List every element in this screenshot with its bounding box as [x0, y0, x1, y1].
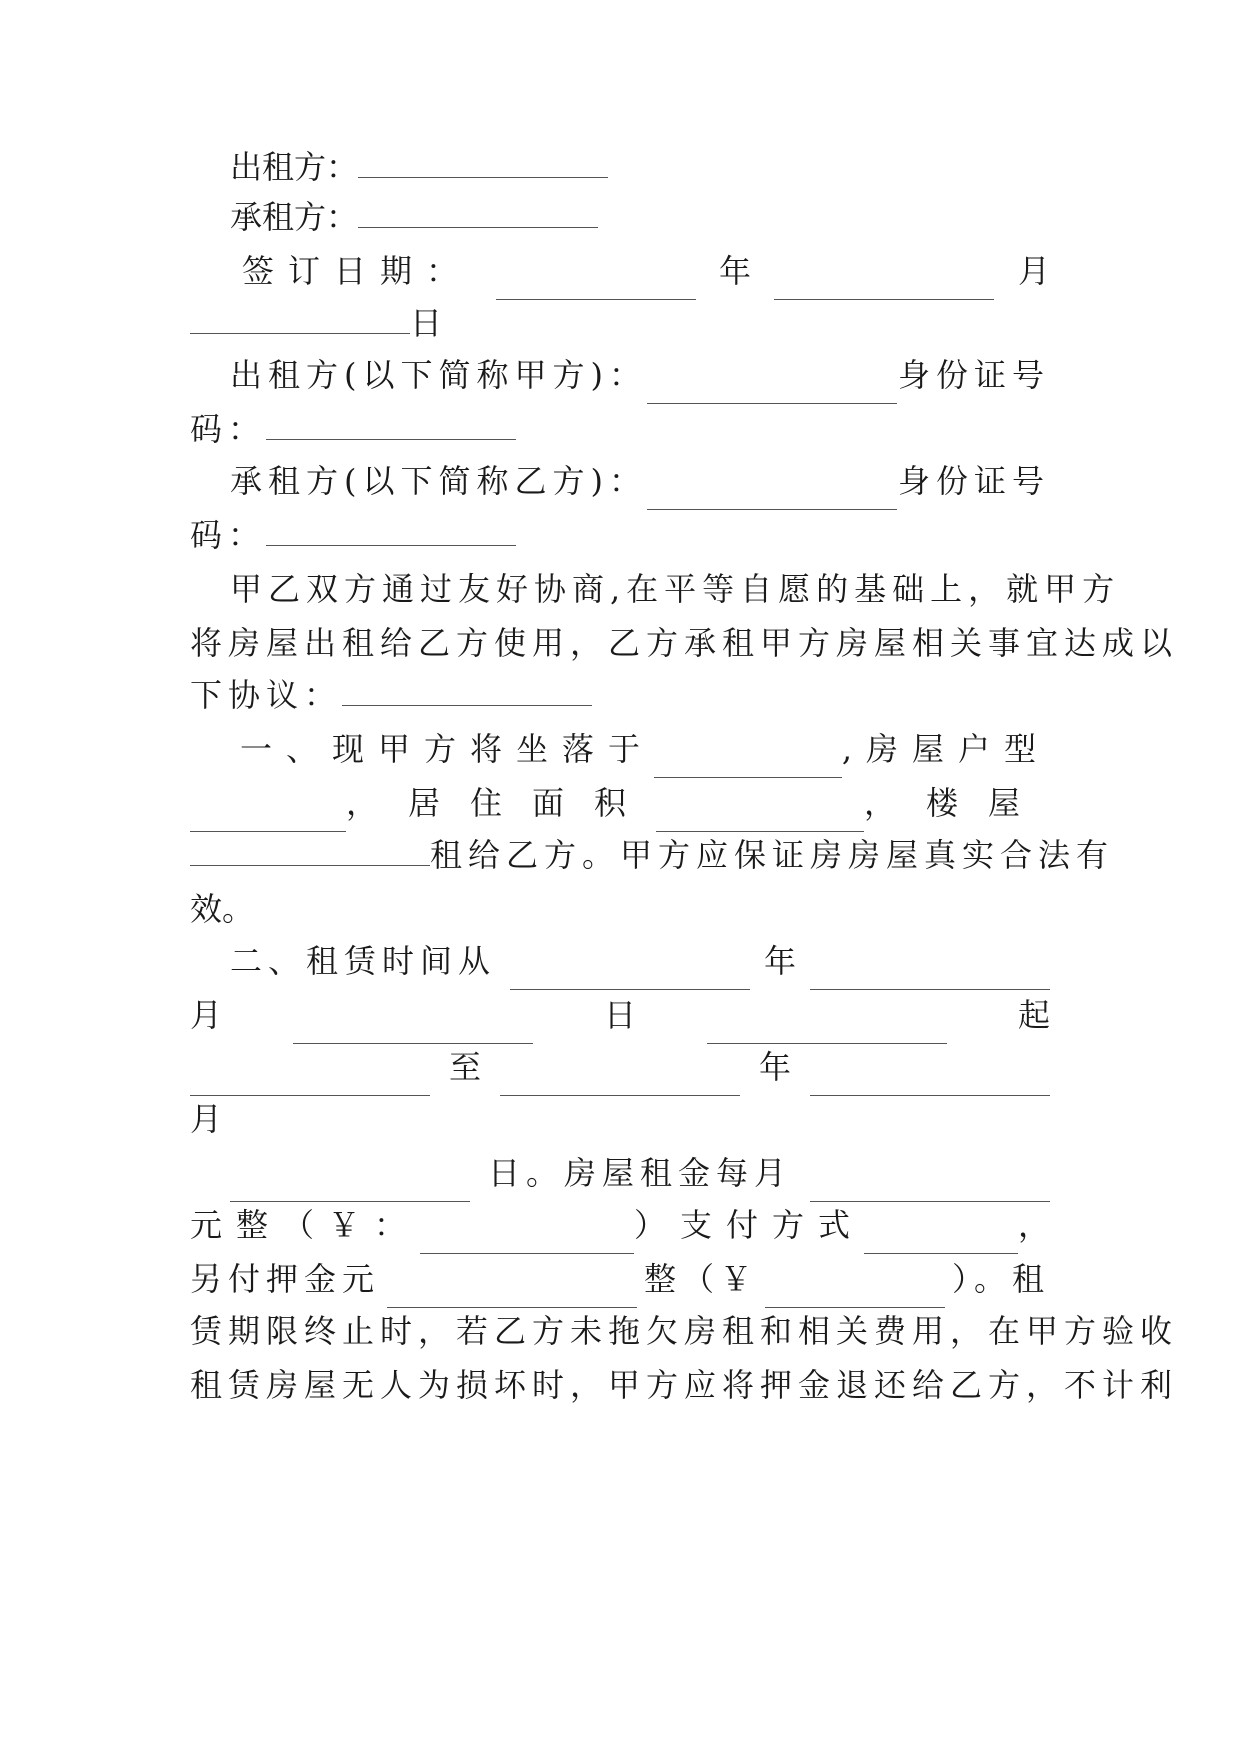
sign-day-line [190, 294, 1050, 352]
clause2-text-1: 二、租赁时间从 [230, 942, 497, 980]
sign-year-label: 年 [718, 252, 751, 290]
clause2-line-6 [190, 1196, 1050, 1254]
clause1-line-1 [240, 720, 1050, 778]
clause1-text-2: ,房屋户型 [841, 730, 1050, 768]
clause1-line-3 [190, 826, 1115, 884]
lessee-blank[interactable] [358, 189, 598, 228]
clause2-day-1: 日 [603, 996, 636, 1034]
party-b-id-label: 身份证号 [897, 462, 1050, 500]
clause2-yuan-text: 元整（￥： [190, 1206, 421, 1244]
clause1-floor-blank[interactable] [190, 827, 430, 866]
clause2-text-a: 赁期限终止时，若乙方未拖欠房租和相关费用，在甲方验收 [190, 1312, 1179, 1350]
clause1-text-3: ，居住面积 [345, 784, 656, 822]
sign-day-blank[interactable] [190, 295, 410, 334]
sign-day-label: 日 [410, 304, 443, 342]
party-b-name-blank[interactable] [647, 471, 897, 510]
party-a-line [230, 346, 1050, 404]
clause2-deposit-text-2: 整（￥ [643, 1260, 758, 1298]
sign-date-line [242, 242, 1050, 300]
clause2-rent-amount-blank[interactable] [420, 1215, 634, 1254]
lessor-label: 出租方： [230, 148, 359, 186]
sign-date-label: 签订日期： [242, 252, 473, 290]
clause2-deposit-text-3: ）。租 [951, 1260, 1050, 1298]
clause2-from: 起 [1017, 996, 1050, 1034]
lessor-blank[interactable] [358, 139, 608, 178]
clause2-payment-blank[interactable] [864, 1215, 1018, 1254]
clause2-payment-text: ）支付方式 [633, 1206, 864, 1244]
intro-line-1 [230, 560, 1121, 618]
intro-blank[interactable] [342, 667, 592, 706]
intro-text-1: 甲乙双方通过友好协商,在平等自愿的基础上，就甲方 [230, 570, 1121, 608]
clause2-to: 至 [448, 1048, 481, 1086]
clause2-line-4 [190, 1090, 1050, 1148]
clause1-location-blank[interactable] [654, 739, 842, 778]
party-a-id-label-2: 码： [190, 410, 267, 448]
party-b-line [230, 452, 1050, 510]
clause1-text-1: 一、现甲方将坐落于 [240, 730, 655, 768]
party-b-id-blank[interactable] [266, 507, 516, 546]
intro-text-3: 下协议： [190, 676, 343, 714]
clause1-line-4 [190, 880, 1050, 938]
party-a-id-line [190, 400, 1050, 458]
clause2-rent-text: 日。房屋租金每月 [487, 1154, 792, 1192]
clause2-line-1 [230, 932, 1050, 990]
clause2-line-7 [190, 1250, 1050, 1308]
clause2-line-9 [190, 1356, 1179, 1414]
clause1-text-4: ，楼屋 [863, 784, 1050, 822]
clause2-deposit-text: 另付押金元 [190, 1260, 381, 1298]
clause2-text-b: 租赁房屋无人为损坏时，甲方应将押金退还给乙方，不计利 [190, 1366, 1179, 1404]
party-b-label: 承租方(以下简称乙方)： [230, 462, 647, 500]
clause1-text-5: 租给乙方。甲方应保证房房屋真实合法有 [430, 836, 1115, 874]
clause2-month-2: 月 [190, 1100, 223, 1138]
party-a-label: 出租方(以下简称甲方)： [230, 356, 647, 394]
clause2-month-1: 月 [190, 996, 223, 1034]
clause2-start-year-blank[interactable] [510, 951, 750, 990]
clause2-line-2 [190, 986, 1050, 1044]
intro-line-2 [190, 614, 1179, 672]
clause2-year-2: 年 [758, 1048, 791, 1086]
clause2-line-3 [190, 1038, 1050, 1096]
clause1-line-2 [190, 774, 1050, 832]
party-a-name-blank[interactable] [647, 365, 897, 404]
clause2-comma: ， [1017, 1206, 1050, 1244]
clause2-line-5 [230, 1144, 1050, 1202]
sign-month-label: 月 [1017, 252, 1050, 290]
clause1-text-6: 效。 [190, 890, 255, 928]
party-a-id-label: 身份证号 [897, 356, 1050, 394]
party-a-id-blank[interactable] [266, 401, 516, 440]
clause2-line-8 [190, 1302, 1179, 1360]
clause2-year-1: 年 [763, 942, 796, 980]
clause2-start-month-blank[interactable] [810, 951, 1050, 990]
party-b-id-label-2: 码： [190, 516, 267, 554]
lessee-line [230, 188, 1090, 246]
lessee-label: 承租方： [230, 198, 359, 236]
intro-line-3 [190, 666, 1050, 724]
party-b-id-line [190, 506, 1050, 564]
intro-text-2: 将房屋出租给乙方使用，乙方承租甲方房屋相关事宜达成以 [190, 624, 1179, 662]
